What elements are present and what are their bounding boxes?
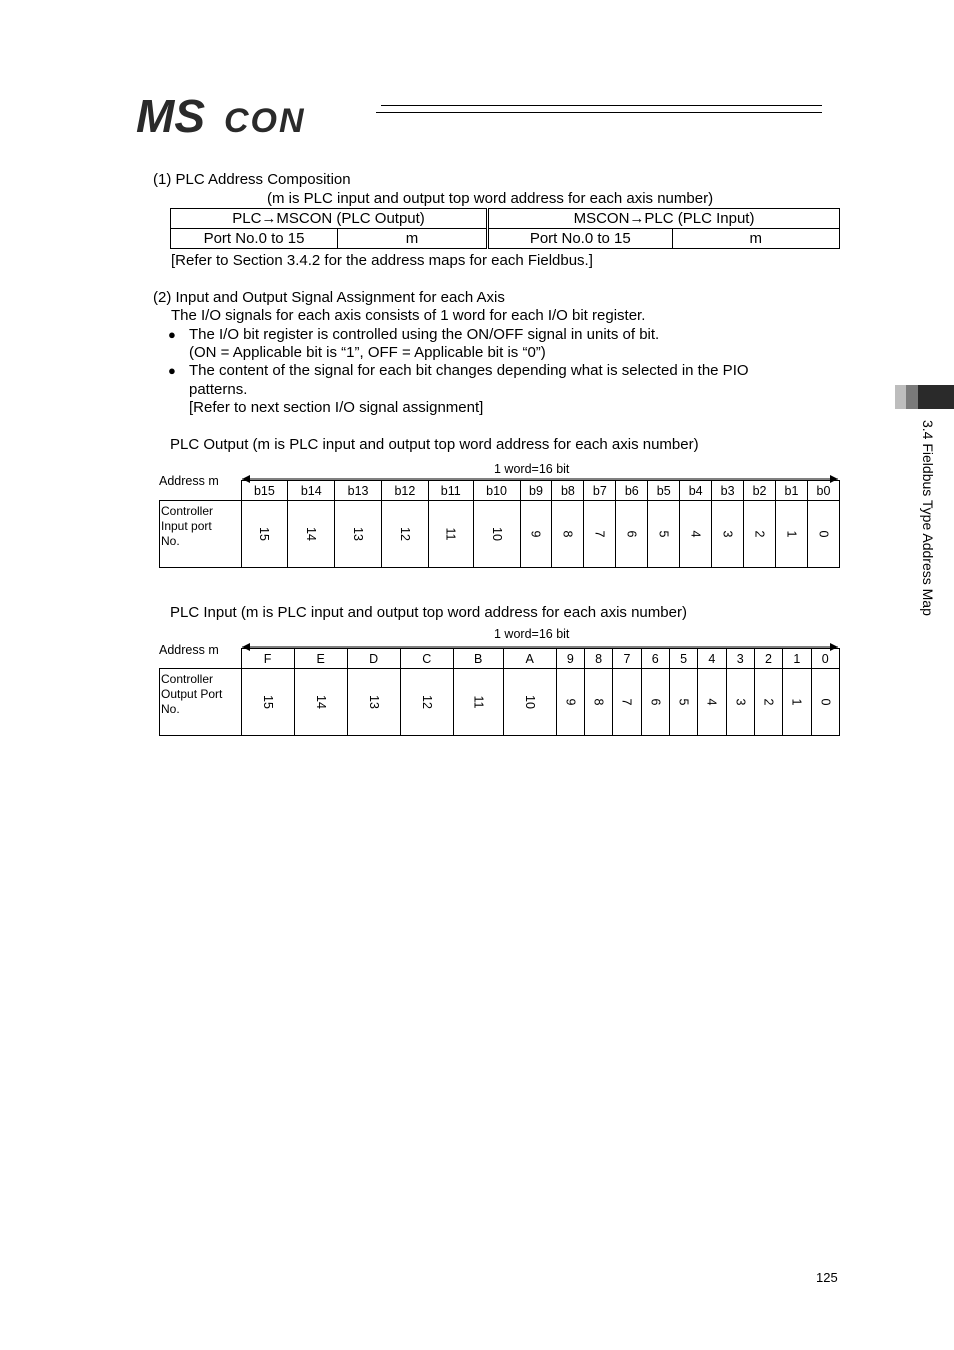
bit-header-blank bbox=[160, 649, 242, 669]
port-cell: 6 bbox=[616, 501, 648, 568]
page-number: 125 bbox=[816, 1270, 838, 1285]
bit-header: E bbox=[294, 649, 347, 669]
port-cell: 12 bbox=[400, 669, 453, 736]
port-cell: 4 bbox=[698, 669, 726, 736]
port-cell: 12 bbox=[381, 501, 428, 568]
col-plc-input: MSCON→PLC (PLC Input) bbox=[488, 209, 840, 229]
port-cell: 5 bbox=[648, 501, 680, 568]
port-cell: 6 bbox=[641, 669, 669, 736]
header-rule-top bbox=[381, 105, 822, 106]
bit-header: b1 bbox=[776, 481, 808, 501]
plc-output-address-label: Address m bbox=[159, 474, 219, 488]
port-cell: 0 bbox=[811, 669, 840, 736]
port-cell: 3 bbox=[726, 669, 754, 736]
plc-address-table bbox=[170, 208, 840, 249]
bit-header: b15 bbox=[241, 481, 288, 501]
cell-input-ports: Port No.0 to 15 bbox=[488, 229, 672, 249]
bit-header: 6 bbox=[641, 649, 669, 669]
port-cell: 7 bbox=[584, 501, 616, 568]
bit-header: b8 bbox=[552, 481, 584, 501]
plc-input-word-label: 1 word=16 bit bbox=[494, 627, 570, 641]
cell-output-address: m bbox=[338, 229, 488, 249]
port-cell: 4 bbox=[680, 501, 712, 568]
port-cell: 9 bbox=[556, 669, 584, 736]
section1-reference: [Refer to Section 3.4.2 for the address maps for each Fieldbus.] bbox=[171, 252, 593, 269]
side-tab-label: 3.4 Fieldbus Type Address Map bbox=[920, 420, 936, 616]
port-cell: 11 bbox=[453, 669, 503, 736]
port-cell: 5 bbox=[669, 669, 697, 736]
mscon-logo bbox=[136, 94, 371, 138]
port-cell: 11 bbox=[428, 501, 473, 568]
port-cell: 7 bbox=[613, 669, 641, 736]
bit-header: 1 bbox=[783, 649, 811, 669]
plc-input-bit-table bbox=[159, 648, 840, 736]
row-label-controller-input-port: Controller Input port No. bbox=[160, 501, 242, 568]
port-cell: 8 bbox=[585, 669, 613, 736]
port-cell: 2 bbox=[744, 501, 776, 568]
col-plc-output: PLC→MSCON (PLC Output) bbox=[171, 209, 488, 229]
bit-header: 4 bbox=[698, 649, 726, 669]
section2-heading: (2) Input and Output Signal Assignment for each Axis bbox=[153, 289, 505, 306]
bit-header: F bbox=[241, 649, 294, 669]
bit-header: D bbox=[347, 649, 400, 669]
bit-header: b10 bbox=[473, 481, 520, 501]
bullet-1-line-1: The I/O bit register is controlled using the ON/OFF signal in units of bit. bbox=[189, 326, 660, 343]
plc-input-title: PLC Input (m is PLC input and output top word address for each axis number) bbox=[170, 604, 687, 621]
bit-header: b12 bbox=[381, 481, 428, 501]
bullet-2-line-1: The content of the signal for each bit changes depending what is selected in the PIO bbox=[189, 362, 749, 379]
bullet-2-line-2: patterns. bbox=[189, 381, 248, 398]
plc-input-address-label: Address m bbox=[159, 643, 219, 657]
section1-heading: (1) PLC Address Composition bbox=[153, 171, 351, 188]
section2-intro: The I/O signals for each axis consists of 1 word for each I/O bit register. bbox=[171, 307, 646, 324]
port-cell: 10 bbox=[473, 501, 520, 568]
port-cell: 15 bbox=[241, 669, 294, 736]
port-cell: 9 bbox=[520, 501, 552, 568]
bit-header-blank bbox=[160, 481, 242, 501]
side-tab-marker-mid bbox=[906, 385, 918, 409]
bit-header: b3 bbox=[712, 481, 744, 501]
row-label-controller-output-port: Controller Output Port No. bbox=[160, 669, 242, 736]
bit-header: b13 bbox=[335, 481, 382, 501]
plc-output-bit-table bbox=[159, 480, 840, 568]
bit-header: 8 bbox=[585, 649, 613, 669]
bit-header: 5 bbox=[669, 649, 697, 669]
bit-header: b14 bbox=[288, 481, 335, 501]
port-cell: 3 bbox=[712, 501, 744, 568]
bit-header: b11 bbox=[428, 481, 473, 501]
header-rule-bottom bbox=[376, 112, 822, 113]
bit-header: b5 bbox=[648, 481, 680, 501]
bit-header: b9 bbox=[520, 481, 552, 501]
bit-header: 3 bbox=[726, 649, 754, 669]
bit-header: b4 bbox=[680, 481, 712, 501]
svg-text:CON: CON bbox=[224, 102, 306, 138]
bit-header: 9 bbox=[556, 649, 584, 669]
bit-header: B bbox=[453, 649, 503, 669]
bit-header: A bbox=[503, 649, 556, 669]
port-cell: 0 bbox=[807, 501, 839, 568]
bit-header: b7 bbox=[584, 481, 616, 501]
cell-input-address: m bbox=[672, 229, 839, 249]
bit-header: b2 bbox=[744, 481, 776, 501]
side-tab-marker-light bbox=[895, 385, 906, 409]
port-cell: 15 bbox=[241, 501, 288, 568]
port-cell: 14 bbox=[294, 669, 347, 736]
bullet-1-line-2: (ON = Applicable bit is “1”, OFF = Applicable bit is “0”) bbox=[189, 344, 546, 361]
port-cell: 13 bbox=[335, 501, 382, 568]
svg-text:MS: MS bbox=[136, 94, 205, 138]
bit-header: 7 bbox=[613, 649, 641, 669]
cell-output-ports: Port No.0 to 15 bbox=[171, 229, 338, 249]
port-cell: 1 bbox=[776, 501, 808, 568]
port-cell: 10 bbox=[503, 669, 556, 736]
section1-note: (m is PLC input and output top word address for each axis number) bbox=[267, 190, 714, 207]
bit-header: b6 bbox=[616, 481, 648, 501]
bit-header: b0 bbox=[807, 481, 839, 501]
port-cell: 14 bbox=[288, 501, 335, 568]
bullet-marker: ● bbox=[168, 363, 176, 378]
plc-output-word-label: 1 word=16 bit bbox=[494, 462, 570, 476]
bullet-2-line-3: [Refer to next section I/O signal assignment] bbox=[189, 399, 484, 416]
port-cell: 13 bbox=[347, 669, 400, 736]
plc-output-title: PLC Output (m is PLC input and output top word address for each axis number) bbox=[170, 436, 699, 453]
side-tab-marker-dark bbox=[918, 385, 954, 409]
bit-header: 2 bbox=[754, 649, 782, 669]
port-cell: 1 bbox=[783, 669, 811, 736]
port-cell: 2 bbox=[754, 669, 782, 736]
bit-header: 0 bbox=[811, 649, 840, 669]
bullet-marker: ● bbox=[168, 327, 176, 342]
bit-header: C bbox=[400, 649, 453, 669]
port-cell: 8 bbox=[552, 501, 584, 568]
